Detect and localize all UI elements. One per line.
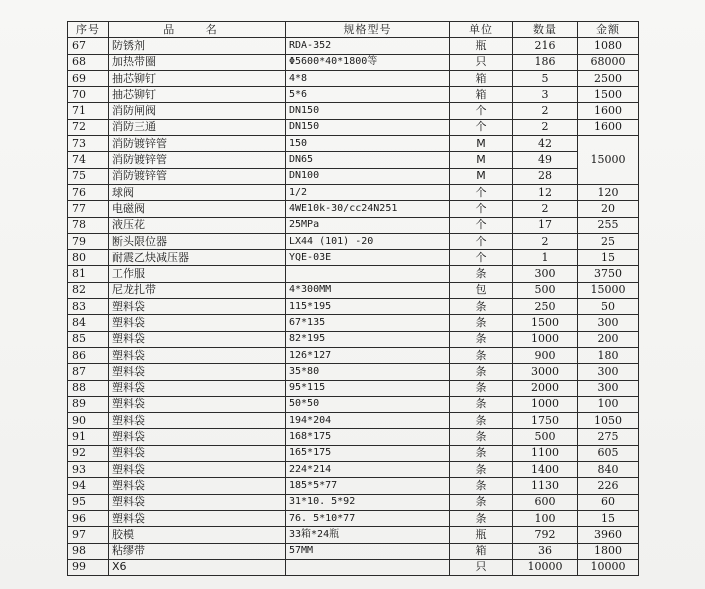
row-number: 95 — [68, 494, 109, 510]
item-quantity: 36 — [513, 543, 578, 559]
item-amount: 1600 — [578, 119, 639, 135]
item-spec: 82*195 — [286, 331, 450, 347]
item-unit: 条 — [450, 413, 513, 429]
item-quantity: 500 — [513, 429, 578, 445]
table-row — [68, 152, 639, 168]
item-amount: 15000 — [578, 136, 639, 185]
row-number: 94 — [68, 478, 109, 494]
item-name: 塑料袋 — [109, 331, 286, 347]
table-row — [68, 347, 639, 363]
item-spec: 168*175 — [286, 429, 450, 445]
row-number: 75 — [68, 168, 109, 184]
item-spec: 194*204 — [286, 413, 450, 429]
table-row — [68, 315, 639, 331]
item-spec: 5*6 — [286, 87, 450, 103]
item-amount: 15000 — [578, 282, 639, 298]
table-row — [68, 478, 639, 494]
item-spec: 224*214 — [286, 462, 450, 478]
item-quantity: 1100 — [513, 445, 578, 461]
table-header-row — [68, 22, 639, 38]
item-quantity: 1000 — [513, 396, 578, 412]
table-row — [68, 559, 639, 575]
item-spec: DN65 — [286, 152, 450, 168]
item-amount: 226 — [578, 478, 639, 494]
item-quantity: 17 — [513, 217, 578, 233]
item-spec: 150 — [286, 136, 450, 152]
item-name: 消防镀锌管 — [109, 136, 286, 152]
item-unit: 条 — [450, 331, 513, 347]
item-spec: LX44 (101) -20 — [286, 233, 450, 249]
header-no: 序号 — [68, 22, 109, 38]
table-row — [68, 70, 639, 86]
item-quantity: 1500 — [513, 315, 578, 331]
item-unit: 个 — [450, 119, 513, 135]
item-spec: 165*175 — [286, 445, 450, 461]
table-row — [68, 54, 639, 70]
item-unit: 条 — [450, 347, 513, 363]
table-row — [68, 527, 639, 543]
table-row — [68, 217, 639, 233]
item-amount: 10000 — [578, 559, 639, 575]
row-number: 76 — [68, 184, 109, 200]
item-quantity: 2 — [513, 119, 578, 135]
table-row — [68, 168, 639, 184]
table-row — [68, 299, 639, 315]
item-spec: 1/2 — [286, 184, 450, 200]
item-amount: 275 — [578, 429, 639, 445]
item-unit: M — [450, 168, 513, 184]
item-amount: 300 — [578, 364, 639, 380]
row-number: 86 — [68, 347, 109, 363]
item-spec: RDA-352 — [286, 38, 450, 54]
item-name: 塑料袋 — [109, 462, 286, 478]
item-name: 耐震乙炔减压器 — [109, 250, 286, 266]
item-spec: 50*50 — [286, 396, 450, 412]
item-name: 塑料袋 — [109, 494, 286, 510]
item-spec: 4*8 — [286, 70, 450, 86]
item-spec: DN100 — [286, 168, 450, 184]
row-number: 93 — [68, 462, 109, 478]
table-row — [68, 282, 639, 298]
item-unit: 箱 — [450, 87, 513, 103]
item-unit: 条 — [450, 478, 513, 494]
table-row — [68, 87, 639, 103]
item-name: 消防闸阀 — [109, 103, 286, 119]
row-number: 98 — [68, 543, 109, 559]
item-spec: 67*135 — [286, 315, 450, 331]
item-spec: YQE-03E — [286, 250, 450, 266]
header-unit: 单位 — [450, 22, 513, 38]
table-row — [68, 543, 639, 559]
item-unit: 个 — [450, 201, 513, 217]
item-unit: 条 — [450, 364, 513, 380]
row-number: 71 — [68, 103, 109, 119]
item-amount: 200 — [578, 331, 639, 347]
row-number: 85 — [68, 331, 109, 347]
item-unit: 瓶 — [450, 527, 513, 543]
item-name: 尼龙扎带 — [109, 282, 286, 298]
item-name: X6 — [109, 559, 286, 575]
item-amount: 300 — [578, 380, 639, 396]
item-name: 塑料袋 — [109, 380, 286, 396]
table-row — [68, 331, 639, 347]
item-amount: 180 — [578, 347, 639, 363]
item-name: 抽芯铆钉 — [109, 87, 286, 103]
item-spec: 31*10. 5*92 — [286, 494, 450, 510]
item-unit: 个 — [450, 184, 513, 200]
row-number: 77 — [68, 201, 109, 217]
item-name: 塑料袋 — [109, 396, 286, 412]
item-unit: 个 — [450, 250, 513, 266]
item-amount: 255 — [578, 217, 639, 233]
row-number: 90 — [68, 413, 109, 429]
table-row — [68, 250, 639, 266]
item-unit: 瓶 — [450, 38, 513, 54]
item-spec: 33箱*24瓶 — [286, 527, 450, 543]
row-number: 80 — [68, 250, 109, 266]
item-quantity: 600 — [513, 494, 578, 510]
item-spec: 57MM — [286, 543, 450, 559]
item-amount: 120 — [578, 184, 639, 200]
item-spec: Φ5600*40*1800等 — [286, 54, 450, 70]
table-row — [68, 380, 639, 396]
item-amount: 20 — [578, 201, 639, 217]
header-spec: 规格型号 — [286, 22, 450, 38]
item-amount: 25 — [578, 233, 639, 249]
item-spec: 115*195 — [286, 299, 450, 315]
item-quantity: 3000 — [513, 364, 578, 380]
item-name: 防锈剂 — [109, 38, 286, 54]
item-quantity: 2 — [513, 201, 578, 217]
item-quantity: 10000 — [513, 559, 578, 575]
item-quantity: 900 — [513, 347, 578, 363]
row-number: 81 — [68, 266, 109, 282]
item-name: 塑料袋 — [109, 478, 286, 494]
item-unit: 包 — [450, 282, 513, 298]
item-name: 加热带圈 — [109, 54, 286, 70]
item-name: 抽芯铆钉 — [109, 70, 286, 86]
header-qty: 数量 — [513, 22, 578, 38]
item-amount: 50 — [578, 299, 639, 315]
table-row — [68, 184, 639, 200]
item-quantity: 2 — [513, 103, 578, 119]
table-row — [68, 266, 639, 282]
item-name: 塑料袋 — [109, 429, 286, 445]
table-row — [68, 396, 639, 412]
item-quantity: 12 — [513, 184, 578, 200]
row-number: 69 — [68, 70, 109, 86]
item-unit: 只 — [450, 54, 513, 70]
row-number: 78 — [68, 217, 109, 233]
item-spec: 4*300MM — [286, 282, 450, 298]
row-number: 72 — [68, 119, 109, 135]
row-number: 84 — [68, 315, 109, 331]
item-name: 消防三通 — [109, 119, 286, 135]
inventory-table — [67, 21, 639, 576]
item-unit: 条 — [450, 429, 513, 445]
item-unit: 箱 — [450, 543, 513, 559]
row-number: 97 — [68, 527, 109, 543]
row-number: 91 — [68, 429, 109, 445]
item-amount: 1500 — [578, 87, 639, 103]
item-unit: 箱 — [450, 70, 513, 86]
item-amount: 15 — [578, 510, 639, 526]
table-row — [68, 429, 639, 445]
item-name: 塑料袋 — [109, 315, 286, 331]
item-name: 断头限位器 — [109, 233, 286, 249]
row-number: 68 — [68, 54, 109, 70]
item-unit: 条 — [450, 315, 513, 331]
item-amount: 1800 — [578, 543, 639, 559]
row-number: 79 — [68, 233, 109, 249]
item-spec: 76. 5*10*77 — [286, 510, 450, 526]
item-quantity: 186 — [513, 54, 578, 70]
table-row — [68, 445, 639, 461]
item-name: 消防镀锌管 — [109, 168, 286, 184]
item-unit: 个 — [450, 103, 513, 119]
item-name: 塑料袋 — [109, 445, 286, 461]
row-number: 92 — [68, 445, 109, 461]
item-amount: 2500 — [578, 70, 639, 86]
table-row — [68, 364, 639, 380]
item-unit: 只 — [450, 559, 513, 575]
item-amount: 300 — [578, 315, 639, 331]
item-amount: 840 — [578, 462, 639, 478]
item-name: 塑料袋 — [109, 299, 286, 315]
item-name: 球阀 — [109, 184, 286, 200]
item-name: 粘缪带 — [109, 543, 286, 559]
table-body — [68, 38, 639, 576]
table-row — [68, 494, 639, 510]
table-row — [68, 233, 639, 249]
item-quantity: 792 — [513, 527, 578, 543]
item-spec: DN150 — [286, 103, 450, 119]
item-name: 胶模 — [109, 527, 286, 543]
item-quantity: 1400 — [513, 462, 578, 478]
item-unit: 条 — [450, 494, 513, 510]
item-amount: 1600 — [578, 103, 639, 119]
row-number: 83 — [68, 299, 109, 315]
table-row — [68, 201, 639, 217]
item-name: 塑料袋 — [109, 413, 286, 429]
item-amount: 1080 — [578, 38, 639, 54]
table-row — [68, 103, 639, 119]
table-row — [68, 38, 639, 54]
item-quantity: 28 — [513, 168, 578, 184]
row-number: 70 — [68, 87, 109, 103]
row-number: 96 — [68, 510, 109, 526]
item-spec: DN150 — [286, 119, 450, 135]
item-quantity: 2 — [513, 233, 578, 249]
table-row — [68, 462, 639, 478]
item-quantity: 1000 — [513, 331, 578, 347]
item-quantity: 1130 — [513, 478, 578, 494]
item-quantity: 5 — [513, 70, 578, 86]
item-spec: 95*115 — [286, 380, 450, 396]
item-spec: 25MPa — [286, 217, 450, 233]
table-row — [68, 510, 639, 526]
item-unit: 条 — [450, 445, 513, 461]
item-unit: 条 — [450, 299, 513, 315]
row-number: 99 — [68, 559, 109, 575]
item-name: 液压花 — [109, 217, 286, 233]
item-amount: 3960 — [578, 527, 639, 543]
item-quantity: 2000 — [513, 380, 578, 396]
row-number: 82 — [68, 282, 109, 298]
item-name: 塑料袋 — [109, 364, 286, 380]
item-quantity: 100 — [513, 510, 578, 526]
item-unit: 条 — [450, 462, 513, 478]
item-amount: 1050 — [578, 413, 639, 429]
item-quantity: 500 — [513, 282, 578, 298]
item-unit: 条 — [450, 266, 513, 282]
item-amount: 605 — [578, 445, 639, 461]
item-unit: M — [450, 152, 513, 168]
item-quantity: 3 — [513, 87, 578, 103]
item-amount: 100 — [578, 396, 639, 412]
item-name: 电磁阀 — [109, 201, 286, 217]
item-unit: 个 — [450, 233, 513, 249]
item-unit: 条 — [450, 396, 513, 412]
item-name: 塑料袋 — [109, 347, 286, 363]
item-quantity: 42 — [513, 136, 578, 152]
item-spec: 4WE10k-30/cc24N251 — [286, 201, 450, 217]
item-name: 消防镀锌管 — [109, 152, 286, 168]
item-quantity: 1 — [513, 250, 578, 266]
header-name: 品 名 — [109, 22, 286, 38]
item-spec: 185*5*77 — [286, 478, 450, 494]
item-quantity: 250 — [513, 299, 578, 315]
row-number: 67 — [68, 38, 109, 54]
item-spec: 35*80 — [286, 364, 450, 380]
item-spec — [286, 266, 450, 282]
header-amount: 金额 — [578, 22, 639, 38]
item-unit: 个 — [450, 217, 513, 233]
item-quantity: 300 — [513, 266, 578, 282]
item-amount: 3750 — [578, 266, 639, 282]
item-unit: M — [450, 136, 513, 152]
row-number: 74 — [68, 152, 109, 168]
item-name: 工作服 — [109, 266, 286, 282]
row-number: 73 — [68, 136, 109, 152]
table-row — [68, 119, 639, 135]
item-amount: 68000 — [578, 54, 639, 70]
item-quantity: 49 — [513, 152, 578, 168]
item-spec — [286, 559, 450, 575]
item-unit: 条 — [450, 380, 513, 396]
item-amount: 15 — [578, 250, 639, 266]
item-amount: 60 — [578, 494, 639, 510]
row-number: 87 — [68, 364, 109, 380]
row-number: 89 — [68, 396, 109, 412]
table-row — [68, 413, 639, 429]
item-name: 塑料袋 — [109, 510, 286, 526]
item-unit: 条 — [450, 510, 513, 526]
item-quantity: 216 — [513, 38, 578, 54]
table-row — [68, 136, 639, 152]
item-spec: 126*127 — [286, 347, 450, 363]
row-number: 88 — [68, 380, 109, 396]
item-quantity: 1750 — [513, 413, 578, 429]
